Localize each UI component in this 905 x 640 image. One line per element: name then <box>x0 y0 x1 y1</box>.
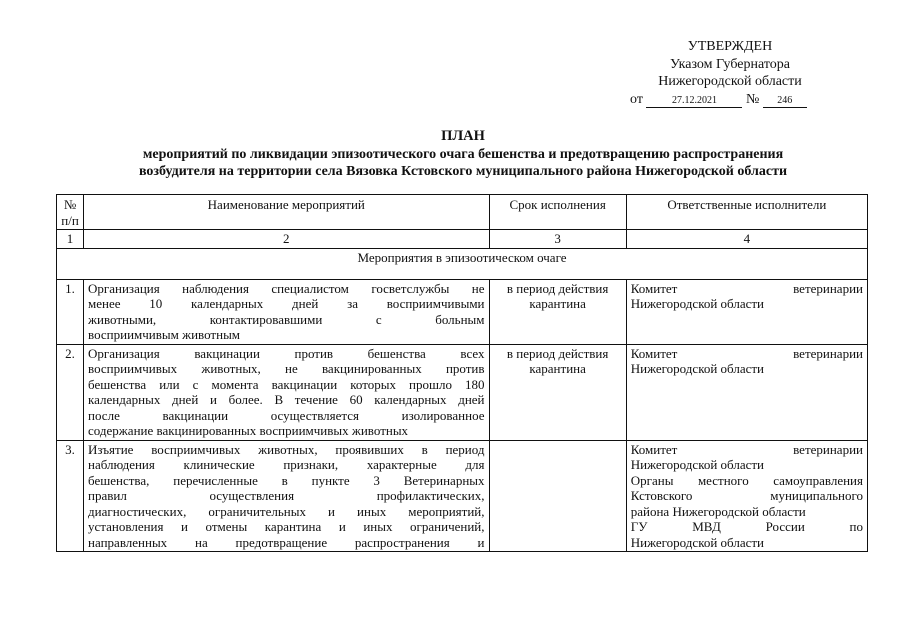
activity-line: наблюдения клинические признаки, характерные для <box>88 457 485 472</box>
header-name: Наименование мероприятий <box>84 195 489 230</box>
activity-line: бешенства или с момента вакцинации которых прошло 180 <box>88 376 485 392</box>
row-term <box>489 440 626 552</box>
col-number: 1 <box>57 230 84 249</box>
row-number: 3. <box>57 440 84 552</box>
activity-line: установления и отмены карантина и иных ограничений, <box>88 519 485 534</box>
row-term <box>489 344 626 440</box>
activity-line: восприимчивых животных, не вакцинированных против <box>88 361 485 376</box>
responsible-line: ГУ МВД России по <box>630 519 863 534</box>
responsible-line: Комитет ветеринарии <box>630 345 863 361</box>
row-term <box>489 279 626 344</box>
col-number: 3 <box>489 230 626 249</box>
term-line: карантина <box>529 296 586 311</box>
approval-title: УТВЕРЖДЕН <box>687 39 773 54</box>
activity-line: после вакцинации осуществляется изолированное <box>88 407 485 423</box>
header-term: Срок исполнения <box>489 195 626 230</box>
term-line: карантина <box>529 361 586 376</box>
row-responsible <box>626 279 867 344</box>
plan-table <box>56 194 868 552</box>
activity-line: Организация наблюдения специалистом госветслужбы не <box>88 280 485 296</box>
responsible-line: района Нижегородской области <box>630 503 806 519</box>
responsible-line: Нижегородской области <box>630 534 765 550</box>
responsible-line: Нижегородской области <box>630 457 765 472</box>
header-resp: Ответственные исполнители <box>626 195 867 230</box>
col-number: 2 <box>84 230 489 249</box>
header-num: № п/п <box>57 195 84 230</box>
activity-line: Изъятие восприимчивых животных, проявивших в период <box>88 441 485 457</box>
document-heading <box>60 128 866 181</box>
table-row <box>57 440 868 552</box>
activity-line: правил осуществления профилактических, <box>88 488 485 503</box>
responsible-line: Органы местного самоуправления <box>630 472 863 488</box>
approval-stamp <box>600 38 860 108</box>
term-line: в период действия <box>506 345 609 361</box>
responsible-line: Комитет ветеринарии <box>630 441 863 457</box>
row-responsible <box>626 440 867 552</box>
approval-authority: Указом Губернатора <box>669 56 791 72</box>
table-header-row <box>57 195 868 230</box>
activity-line: менее 10 календарных дней за восприимчивыми <box>88 296 485 311</box>
column-numbers-row <box>57 230 868 249</box>
activity-line: содержание вакцинированных восприимчивых животных <box>88 423 409 438</box>
document-title: ПЛАН <box>441 128 485 144</box>
section-title: Мероприятия в эпизоотическом очаге <box>57 248 868 279</box>
activity-line: Организация вакцинации против бешенства всех <box>88 345 485 361</box>
row-responsible <box>626 344 867 440</box>
row-number: 2. <box>57 344 84 440</box>
responsible-line: Нижегородской области <box>630 361 765 376</box>
row-activity <box>84 440 489 552</box>
table-row <box>57 279 868 344</box>
approval-prefix: от <box>630 91 643 107</box>
activity-line: бешенства, перечисленные в пункте 3 Ветеринарных <box>88 472 485 488</box>
approval-date: 27.12.2021 <box>646 94 742 108</box>
row-activity <box>84 279 489 344</box>
responsible-line: Нижегородской области <box>630 296 765 311</box>
responsible-line: Комитет ветеринарии <box>630 280 863 296</box>
approval-number: 246 <box>763 94 807 108</box>
document-subtitle-line1: мероприятий по ликвидации эпизоотического очага бешенства и предотвращению распространения <box>142 146 784 162</box>
row-number: 1. <box>57 279 84 344</box>
activity-line: календарных дней и более. В течение 60 календарных дней <box>88 392 485 407</box>
activity-line: диагностических, ограничительных и иных мероприятий, <box>88 503 485 519</box>
responsible-line: Кстовского муниципального <box>630 488 863 503</box>
document-subtitle-line2: возбудителя на территории села Вязовка Кстовского муниципального района Нижегородской области <box>138 164 788 179</box>
activity-line: направленных на предотвращение распространения и <box>88 534 485 550</box>
table-row <box>57 344 868 440</box>
col-number: 4 <box>626 230 867 249</box>
approval-region: Нижегородской области <box>658 74 802 89</box>
term-line: в период действия <box>506 280 609 296</box>
activity-line: восприимчивым животным <box>88 327 241 342</box>
approval-date-number <box>600 91 860 109</box>
section-row <box>57 248 868 279</box>
row-activity <box>84 344 489 440</box>
activity-line: животными, контактировавшими с больным <box>88 311 485 327</box>
approval-number-sign: № <box>745 91 760 107</box>
